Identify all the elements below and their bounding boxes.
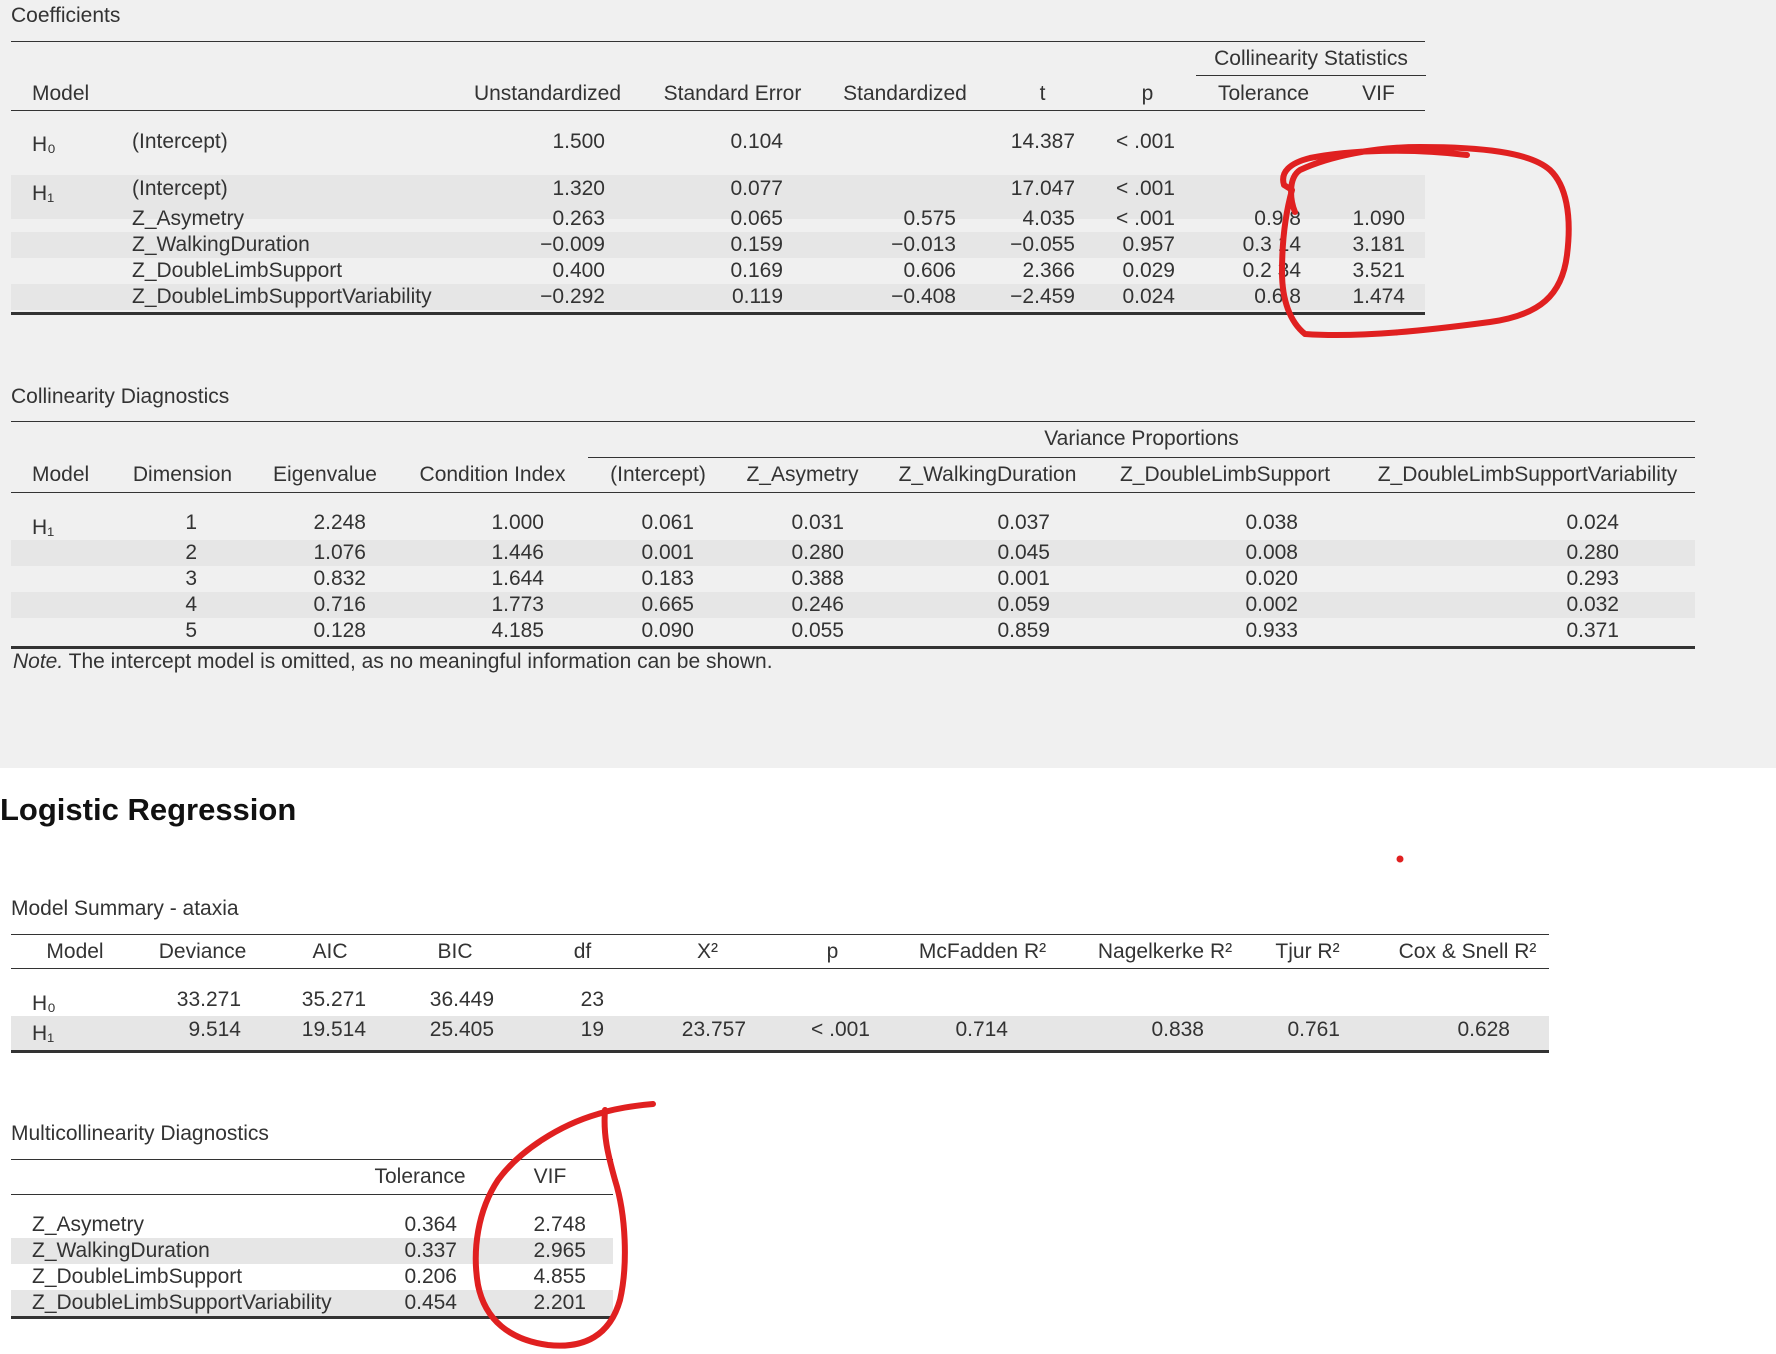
se-cell: 0.104 [730, 130, 783, 153]
unstd-cell: 1.500 [552, 130, 605, 153]
condition-index-cell: 4.185 [491, 619, 544, 642]
tolerance-cell: 0.3 14 [1242, 233, 1301, 256]
p-cell: < .001 [1116, 130, 1175, 153]
dlsv-prop-cell: 0.280 [1566, 541, 1619, 564]
se-cell: 0.077 [730, 177, 783, 200]
vif-cell: 4.855 [533, 1265, 586, 1288]
column-header: Z_DoubleLimbSupport [1119, 463, 1331, 486]
intercept-prop-cell: 0.665 [641, 593, 694, 616]
term-cell: Z_DoubleLimbSupport [32, 1265, 243, 1288]
section-heading: Logistic Regression [0, 792, 297, 827]
vif-cell: 3.521 [1352, 259, 1405, 282]
dimension-cell: 1 [185, 511, 197, 534]
tolerance-cell: 0.2 34 [1242, 259, 1301, 282]
walking-prop-cell: 0.059 [997, 593, 1050, 616]
asymetry-prop-cell: 0.246 [791, 593, 844, 616]
note-label: Note. [13, 650, 64, 673]
tolerance-cell: 0.337 [404, 1239, 457, 1262]
column-header: Model [32, 82, 90, 105]
table-title: Coefficients [11, 4, 121, 27]
dimension-cell: 5 [185, 619, 197, 642]
table-top-rule [11, 421, 1695, 422]
intercept-prop-cell: 0.061 [641, 511, 694, 534]
table-title: Multicollinearity Diagnostics [11, 1122, 269, 1145]
table-note [13, 650, 773, 674]
df-cell: 19 [580, 1018, 604, 1041]
dls-prop-cell: 0.038 [1245, 511, 1298, 534]
column-header: Z_Asymetry [746, 463, 859, 486]
column-header: Cox & Snell R² [1398, 940, 1537, 963]
tolerance-cell: 0.206 [404, 1265, 457, 1288]
df-cell: 23 [580, 988, 604, 1011]
column-header: Eigenvalue [273, 463, 377, 486]
dls-prop-cell: 0.002 [1245, 593, 1298, 616]
nagelkerke-cell: 0.838 [1151, 1018, 1204, 1041]
t-cell: 14.387 [1010, 130, 1075, 153]
header-rule [11, 492, 1695, 493]
vif-cell: 1.474 [1352, 285, 1405, 308]
std-cell: 0.575 [903, 207, 956, 230]
tolerance-cell: 0.6 8 [1254, 285, 1301, 308]
column-header: VIF [1362, 82, 1395, 105]
dimension-cell: 4 [185, 593, 197, 616]
group-header-collinearity: Collinearity Statistics [1214, 47, 1408, 70]
column-header: Deviance [158, 940, 247, 963]
vif-cell: 2.201 [533, 1291, 586, 1314]
vif-cell: 2.965 [533, 1239, 586, 1262]
model-cell: H₀ [32, 992, 56, 1015]
column-header: Model [46, 940, 104, 963]
eigenvalue-cell: 0.128 [313, 619, 366, 642]
model-cell: H₀ [32, 133, 56, 156]
column-header: p [826, 940, 839, 963]
se-cell: 0.169 [730, 259, 783, 282]
dls-prop-cell: 0.933 [1245, 619, 1298, 642]
bic-cell: 36.449 [429, 988, 494, 1011]
table-bottom-rule [11, 1050, 1549, 1053]
term-cell: Z_DoubleLimbSupportVariability [32, 1291, 332, 1314]
tjur-cell: 0.761 [1287, 1018, 1340, 1041]
column-header: Χ² [697, 940, 718, 963]
term-cell: (Intercept) [132, 130, 228, 153]
table-row-stripe [11, 540, 1695, 566]
p-cell: 0.024 [1122, 285, 1175, 308]
dimension-cell: 3 [185, 567, 197, 590]
walking-prop-cell: 0.045 [997, 541, 1050, 564]
model-cell: H₁ [32, 516, 55, 539]
eigenvalue-cell: 2.248 [313, 511, 366, 534]
condition-index-cell: 1.773 [491, 593, 544, 616]
intercept-prop-cell: 0.001 [641, 541, 694, 564]
dlsv-prop-cell: 0.293 [1566, 567, 1619, 590]
table-bottom-rule [11, 1316, 613, 1319]
note-text: The intercept model is omitted, as no meaningful information can be shown. [63, 650, 773, 673]
column-header: BIC [437, 940, 473, 963]
term-cell: Z_WalkingDuration [32, 1239, 210, 1262]
t-cell: −0.055 [1010, 233, 1075, 256]
dls-prop-cell: 0.008 [1245, 541, 1298, 564]
column-header: Standard Error [663, 82, 802, 105]
unstd-cell: 1.320 [552, 177, 605, 200]
bic-cell: 25.405 [429, 1018, 494, 1041]
unstd-cell: −0.009 [540, 233, 605, 256]
dimension-cell: 2 [185, 541, 197, 564]
term-cell: (Intercept) [132, 177, 228, 200]
aic-cell: 35.271 [301, 988, 366, 1011]
column-header: Condition Index [419, 463, 566, 486]
column-header: t [1039, 82, 1046, 105]
unstd-cell: 0.263 [552, 207, 605, 230]
dlsv-prop-cell: 0.024 [1566, 511, 1619, 534]
dlsv-prop-cell: 0.032 [1566, 593, 1619, 616]
header-rule [11, 110, 1425, 111]
asymetry-prop-cell: 0.055 [791, 619, 844, 642]
p-cell: 0.029 [1122, 259, 1175, 282]
model-cell: H₁ [32, 1022, 55, 1045]
walking-prop-cell: 0.037 [997, 511, 1050, 534]
term-cell: Z_DoubleLimbSupportVariability [132, 285, 432, 308]
tolerance-cell: 0.454 [404, 1291, 457, 1314]
t-cell: −2.459 [1010, 285, 1075, 308]
walking-prop-cell: 0.859 [997, 619, 1050, 642]
t-cell: 2.366 [1022, 259, 1075, 282]
asymetry-prop-cell: 0.388 [791, 567, 844, 590]
unstd-cell: −0.292 [540, 285, 605, 308]
table-top-rule [11, 934, 1549, 935]
column-header: Nagelkerke R² [1097, 940, 1233, 963]
cox-snell-cell: 0.628 [1457, 1018, 1510, 1041]
dlsv-prop-cell: 0.371 [1566, 619, 1619, 642]
column-header: Tjur R² [1275, 940, 1340, 963]
column-header: df [573, 940, 592, 963]
group-header-variance-proportions: Variance Proportions [1044, 427, 1239, 450]
column-header: Z_WalkingDuration [898, 463, 1077, 486]
t-cell: 4.035 [1022, 207, 1075, 230]
intercept-prop-cell: 0.090 [641, 619, 694, 642]
column-header: Model [32, 463, 90, 486]
walking-prop-cell: 0.001 [997, 567, 1050, 590]
table-title: Model Summary - ataxia [11, 897, 239, 920]
column-header: Dimension [132, 463, 233, 486]
aic-cell: 19.514 [301, 1018, 366, 1041]
term-cell: Z_Asymetry [32, 1213, 145, 1236]
dls-prop-cell: 0.020 [1245, 567, 1298, 590]
group-rule [588, 457, 1695, 458]
tolerance-cell: 0.9 8 [1254, 207, 1301, 230]
column-header: Tolerance [374, 1165, 466, 1188]
table-row-stripe [11, 592, 1695, 618]
vif-cell: 3.181 [1352, 233, 1405, 256]
p-cell: 0.957 [1122, 233, 1175, 256]
group-rule [1196, 75, 1426, 76]
deviance-cell: 9.514 [188, 1018, 241, 1041]
p-cell: < .001 [1116, 207, 1175, 230]
std-cell: −0.013 [891, 233, 956, 256]
column-header: VIF [533, 1165, 567, 1188]
mcfadden-cell: 0.714 [955, 1018, 1008, 1041]
table-top-rule [11, 1159, 613, 1160]
column-header: Tolerance [1217, 82, 1310, 105]
column-header: p [1141, 82, 1154, 105]
chi-square-cell: 23.757 [681, 1018, 746, 1041]
se-cell: 0.065 [730, 207, 783, 230]
p-cell: < .001 [811, 1018, 870, 1041]
p-cell: < .001 [1116, 177, 1175, 200]
model-cell: H₁ [32, 182, 55, 205]
eigenvalue-cell: 0.716 [313, 593, 366, 616]
tolerance-cell: 0.364 [404, 1213, 457, 1236]
column-header: (Intercept) [610, 463, 706, 486]
condition-index-cell: 1.446 [491, 541, 544, 564]
column-header: Unstandardized [473, 82, 622, 105]
term-cell: Z_DoubleLimbSupport [132, 259, 343, 282]
se-cell: 0.159 [730, 233, 783, 256]
deviance-cell: 33.271 [176, 988, 241, 1011]
eigenvalue-cell: 0.832 [313, 567, 366, 590]
table-bottom-rule [11, 646, 1695, 649]
std-cell: 0.606 [903, 259, 956, 282]
term-cell: Z_Asymetry [132, 207, 245, 230]
asymetry-prop-cell: 0.031 [791, 511, 844, 534]
condition-index-cell: 1.000 [491, 511, 544, 534]
table-bottom-rule [11, 312, 1425, 315]
asymetry-prop-cell: 0.280 [791, 541, 844, 564]
header-rule [11, 1194, 613, 1195]
table-title: Collinearity Diagnostics [11, 385, 230, 408]
intercept-prop-cell: 0.183 [641, 567, 694, 590]
table-top-rule [11, 41, 1425, 42]
column-header: Standardized [843, 82, 967, 105]
column-header: McFadden R² [918, 940, 1047, 963]
column-header: AIC [312, 940, 348, 963]
t-cell: 17.047 [1010, 177, 1075, 200]
eigenvalue-cell: 1.076 [313, 541, 366, 564]
header-rule [11, 968, 1549, 969]
vif-cell: 1.090 [1352, 207, 1405, 230]
vif-cell: 2.748 [533, 1213, 586, 1236]
term-cell: Z_WalkingDuration [132, 233, 310, 256]
se-cell: 0.119 [732, 285, 783, 308]
std-cell: −0.408 [891, 285, 956, 308]
condition-index-cell: 1.644 [491, 567, 544, 590]
unstd-cell: 0.400 [552, 259, 605, 282]
column-header: Z_DoubleLimbSupportVariability [1377, 463, 1678, 486]
annotation-dot [1397, 856, 1404, 863]
